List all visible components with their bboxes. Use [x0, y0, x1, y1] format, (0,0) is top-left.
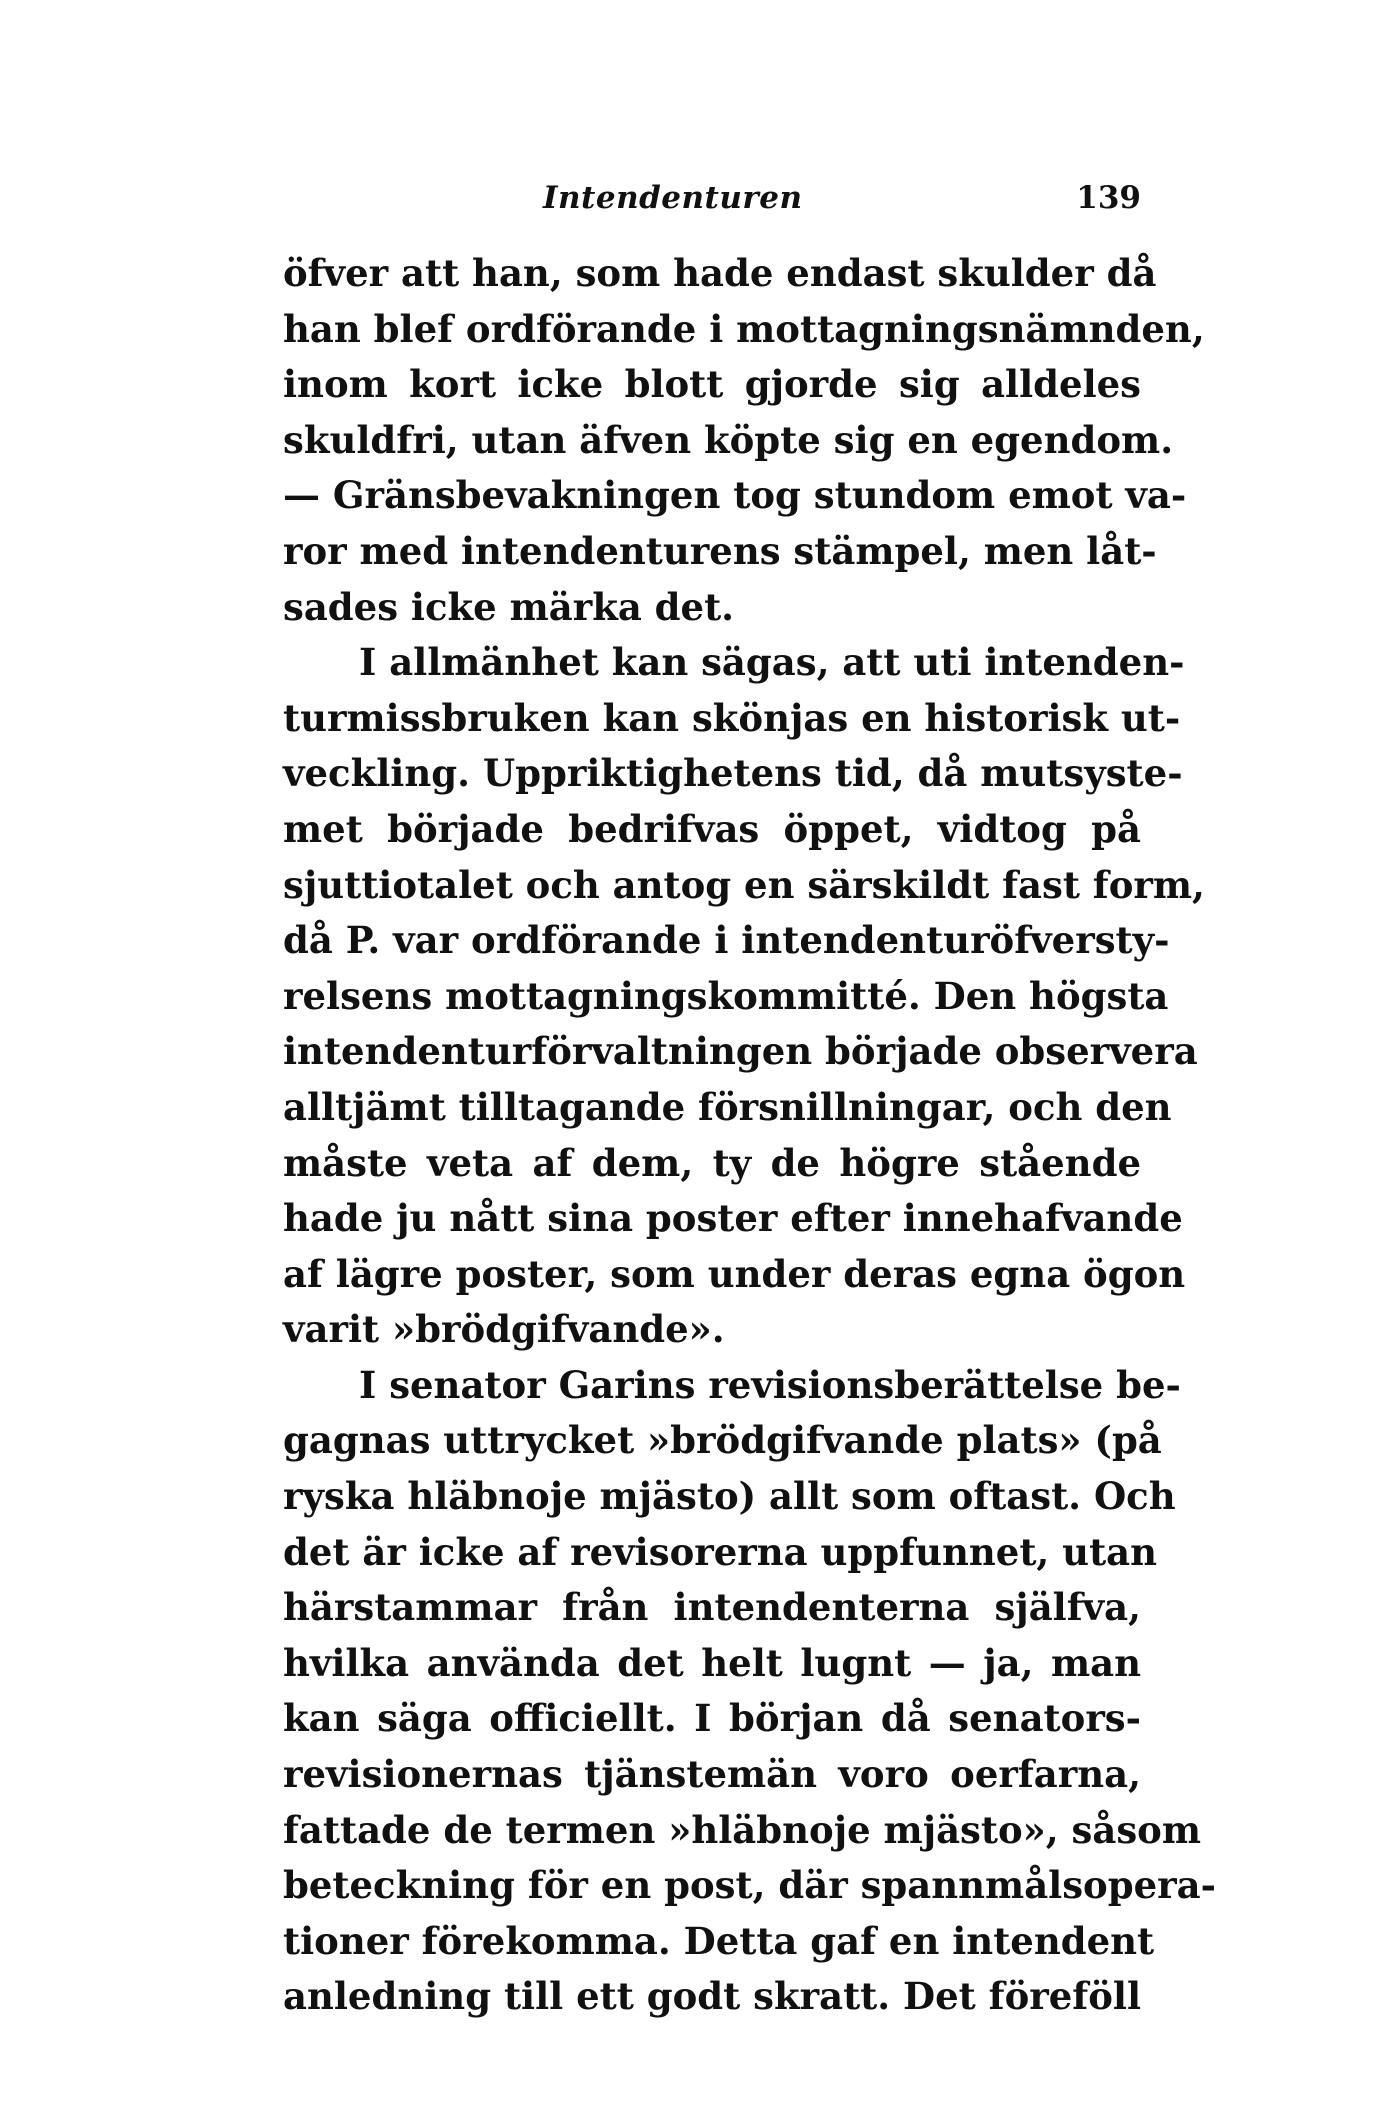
- text-line: anledning till ett godt skratt. Det föreföll: [283, 1974, 1141, 2019]
- text-line: varit »brödgifvande».: [283, 1307, 725, 1352]
- text-line: skuldfri, utan äfven köpte sig en egendom.: [283, 417, 1174, 462]
- body-text: [283, 246, 1216, 2025]
- text-line: inom kort icke blott gjorde sig alldeles: [283, 362, 1141, 407]
- text-line: då P. var ordförande i intendenturöfversty-: [283, 918, 1170, 963]
- text-line: det är icke af revisorerna uppfunnet, utan: [283, 1529, 1158, 1574]
- text-line: I senator Garins revisionsberättelse be-: [359, 1362, 1181, 1407]
- text-line: af lägre poster, som under deras egna ögon: [283, 1251, 1186, 1296]
- text-line: veckling. Uppriktighetens tid, då mutsyste-: [283, 751, 1183, 796]
- running-title: Intendenturen: [543, 180, 803, 216]
- text-line: ror med intendenturens stämpel, men låt-: [283, 528, 1157, 573]
- text-line: met började bedrifvas öppet, vidtog på: [283, 806, 1141, 851]
- text-line: hade ju nått sina poster efter innehafvande: [283, 1196, 1183, 1241]
- text-line: öfver att han, som hade endast skulder då: [283, 251, 1157, 295]
- running-head: [283, 180, 1141, 230]
- text-line: tioner förekomma. Detta gaf en intendent: [283, 1918, 1155, 1963]
- text-line: — Gränsbevakningen tog stundom emot va-: [283, 473, 1187, 518]
- text-line: revisionernas tjänstemän voro oerfarna,: [283, 1752, 1141, 1797]
- text-line: turmissbruken kan skönjas en historisk ut-: [283, 695, 1181, 740]
- text-line: I allmänhet kan sägas, att uti intenden-: [359, 640, 1185, 685]
- text-line: sjuttiotalet och antog en särskildt fast form,: [283, 862, 1205, 907]
- text-line: intendenturförvaltningen började observera: [283, 1029, 1198, 1074]
- text-line: hvilka använda det helt lugnt — ja, man: [283, 1640, 1141, 1685]
- text-line: kan säga officiellt. I början då senators-: [283, 1696, 1141, 1741]
- text-line: fattade de termen »hläbnoje mjästo», såsom: [283, 1807, 1202, 1852]
- text-line: gagnas uttrycket »brödgifvande plats» (på: [283, 1418, 1162, 1463]
- text-line: beteckning för en post, där spannmålsopera-: [283, 1863, 1216, 1908]
- text-line: han blef ordförande i mottagningsnämnden,: [283, 306, 1205, 351]
- text-line: ryska hläbnoje mjästo) allt som oftast. Och: [283, 1474, 1176, 1519]
- text-line: måste veta af dem, ty de högre stående: [283, 1140, 1141, 1185]
- text-line: relsens mottagningskommitté. Den högsta: [283, 973, 1169, 1018]
- page-number: 139: [1076, 180, 1141, 216]
- text-line: alltjämt tilltagande försnillningar, och den: [283, 1084, 1172, 1129]
- text-line: sades icke märka det.: [283, 584, 735, 629]
- text-line: härstammar från intendenterna själfva,: [283, 1585, 1141, 1630]
